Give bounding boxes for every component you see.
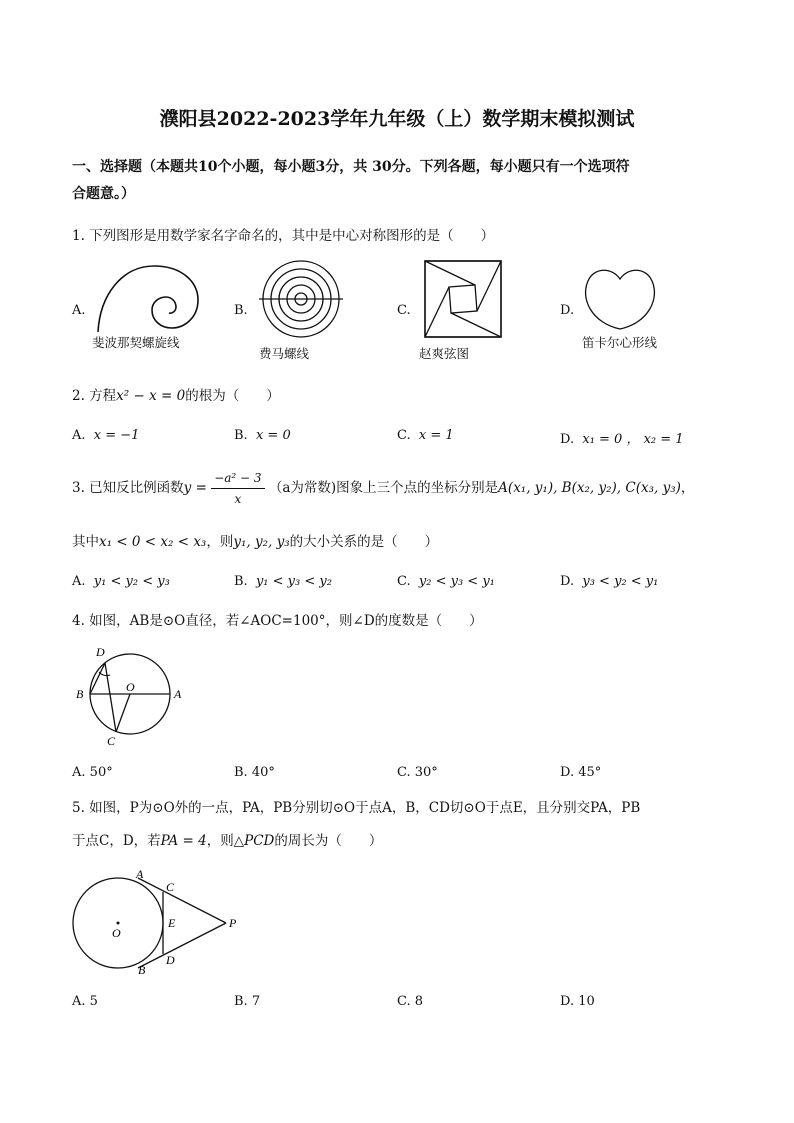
option-letter: C. bbox=[397, 765, 411, 780]
q3-fraction-denominator: x bbox=[234, 492, 242, 506]
q1-option-d-caption: 笛卡尔心形线 bbox=[582, 335, 658, 350]
q5-label-d: D bbox=[166, 953, 175, 967]
q3-vars: y₁, y₂, y₃ bbox=[233, 534, 290, 550]
q4-option-b bbox=[234, 765, 275, 780]
q3-line2-suffix: 的大小关系的是（ ） bbox=[289, 534, 439, 550]
option-letter: A. bbox=[72, 994, 86, 1009]
q2-option-a bbox=[72, 428, 139, 443]
q5-line2-prefix: 于点C，D，若 bbox=[72, 833, 161, 849]
q5-line2-mid: ，则 bbox=[206, 833, 234, 849]
q2-prefix: 2. 方程 bbox=[72, 388, 117, 404]
q3-fraction-numerator: −a² − 3 bbox=[211, 468, 264, 489]
q5-label-o: O bbox=[112, 926, 121, 940]
q2-stem bbox=[72, 384, 280, 404]
option-text: x₁ = 0 ， x₂ = 1 bbox=[582, 432, 684, 447]
q2-option-d bbox=[560, 428, 684, 447]
q3-prefix: 3. 已知反比例函数 bbox=[72, 480, 184, 496]
option-text: y₂ < y₃ < y₁ bbox=[418, 574, 495, 589]
option-letter: C. bbox=[397, 994, 411, 1009]
option-text: 7 bbox=[251, 994, 261, 1009]
option-text: y₁ < y₃ < y₂ bbox=[255, 574, 332, 589]
q2-option-c bbox=[397, 428, 454, 443]
q5-label-c: C bbox=[166, 880, 175, 894]
option-text: y₁ < y₂ < y₃ bbox=[93, 574, 170, 589]
q5-stem-line2 bbox=[72, 829, 382, 849]
option-letter: D. bbox=[560, 432, 575, 447]
q2-equation: x² − x = 0 bbox=[116, 388, 186, 404]
fibonacci-spiral-figure bbox=[92, 260, 202, 336]
q1-option-c-caption: 赵爽弦图 bbox=[419, 346, 470, 361]
option-letter: C. bbox=[397, 574, 411, 589]
option-letter: D. bbox=[560, 765, 575, 780]
q5-option-c bbox=[397, 994, 423, 1009]
q4-label-c: C bbox=[107, 734, 116, 748]
section-heading-line1: 一、选择题（本题共10个小题，每小题3分，共 30分。下列各题，每小题只有一个选项符 bbox=[72, 159, 630, 175]
q4-label-a: A bbox=[174, 687, 182, 701]
q3-stem-line1 bbox=[72, 468, 694, 509]
q4-option-c bbox=[397, 765, 438, 780]
q4-stem: 4. 如图，AB是⊙O直径，若∠AOC=100°，则∠D的度数是（ ） bbox=[72, 613, 483, 629]
q5-line2-suffix: 的周长为（ ） bbox=[274, 833, 383, 849]
option-letter: B. bbox=[234, 994, 248, 1009]
q3-stem-line2 bbox=[72, 530, 438, 550]
q3-condition: x₁ < 0 < x₂ < x₃ bbox=[99, 534, 207, 550]
q3-option-a bbox=[72, 574, 170, 589]
option-letter: A. bbox=[72, 765, 86, 780]
q5-pa: PA = 4 bbox=[160, 833, 207, 849]
option-text: 10 bbox=[578, 994, 595, 1009]
q4-option-a bbox=[72, 765, 113, 780]
q5-option-a bbox=[72, 994, 98, 1009]
q4-label-b: B bbox=[76, 687, 84, 701]
q5-stem-line1: 5. 如图，P为⊙O外的一点，PA，PB分别切⊙O于点A，B，CD切⊙O于点E，且分别交PA，PB bbox=[72, 800, 641, 816]
q2-option-b bbox=[234, 428, 291, 443]
option-letter: D. bbox=[560, 994, 575, 1009]
q3-points: A(x₁, y₁), B(x₂, y₂), C(x₃, y₃) bbox=[498, 480, 681, 496]
q3-option-c bbox=[397, 574, 495, 589]
option-text: y₃ < y₂ < y₁ bbox=[582, 574, 659, 589]
q1-option-a-letter: A. bbox=[72, 303, 86, 318]
q5-triangle: △PCD bbox=[233, 833, 275, 849]
q1-option-b-letter: B. bbox=[234, 303, 248, 318]
q3-option-d bbox=[560, 574, 658, 589]
q5-label-a: A bbox=[136, 867, 144, 881]
option-text: 8 bbox=[414, 994, 424, 1009]
q4-option-d bbox=[560, 765, 601, 780]
q3-comma: ， bbox=[680, 480, 695, 496]
q5-option-b bbox=[234, 994, 260, 1009]
option-text: x = 1 bbox=[418, 428, 454, 443]
option-text: x = −1 bbox=[93, 428, 140, 443]
q5-label-p: P bbox=[229, 916, 237, 930]
option-text: x = 0 bbox=[255, 428, 291, 443]
q5-tangent-diagram bbox=[72, 864, 252, 984]
q2-suffix: 的根为（ ） bbox=[185, 388, 280, 404]
option-letter: B. bbox=[234, 574, 248, 589]
cardioid-figure bbox=[582, 265, 658, 333]
q1-option-c-letter: C. bbox=[397, 303, 411, 318]
option-letter: A. bbox=[72, 574, 86, 589]
q4-label-d: D bbox=[96, 645, 105, 659]
option-text: 40° bbox=[251, 765, 275, 780]
option-letter: D. bbox=[560, 574, 575, 589]
q1-option-b-caption: 费马螺线 bbox=[259, 346, 310, 361]
fermat-spiral-figure bbox=[257, 258, 345, 340]
q3-line2-prefix: 其中 bbox=[72, 534, 99, 550]
option-text: 45° bbox=[578, 765, 602, 780]
q3-func-lhs: y = bbox=[183, 480, 207, 496]
q3-option-b bbox=[234, 574, 332, 589]
zhao-shuang-diagram-figure bbox=[423, 259, 503, 339]
q5-option-d bbox=[560, 994, 595, 1009]
q4-label-o: O bbox=[126, 680, 135, 694]
q1-option-d-letter: D. bbox=[560, 303, 575, 318]
option-letter: A. bbox=[72, 428, 86, 443]
q5-label-b: B bbox=[138, 963, 146, 977]
q3-mid: （a为常数)图象上三个点的坐标分别是 bbox=[268, 480, 499, 496]
q1-option-a-caption: 斐波那契螺旋线 bbox=[92, 335, 180, 350]
option-letter: B. bbox=[234, 428, 248, 443]
q1-stem: 1. 下列图形是用数学家名字命名的，其中是中心对称图形的是（ ） bbox=[72, 228, 495, 244]
option-letter: B. bbox=[234, 765, 248, 780]
page-title: 濮阳县2022-2023学年九年级（上）数学期末模拟测试 bbox=[159, 108, 635, 130]
option-text: 5 bbox=[89, 994, 98, 1009]
option-text: 50° bbox=[89, 765, 113, 780]
section-heading-line2: 合题意。） bbox=[72, 186, 135, 202]
q4-circle-diagram bbox=[72, 642, 192, 748]
option-letter: C. bbox=[397, 428, 411, 443]
q3-line2-mid: ，则 bbox=[206, 534, 234, 550]
option-text: 30° bbox=[414, 765, 438, 780]
q5-label-e: E bbox=[168, 916, 176, 930]
q3-fraction bbox=[211, 468, 264, 509]
